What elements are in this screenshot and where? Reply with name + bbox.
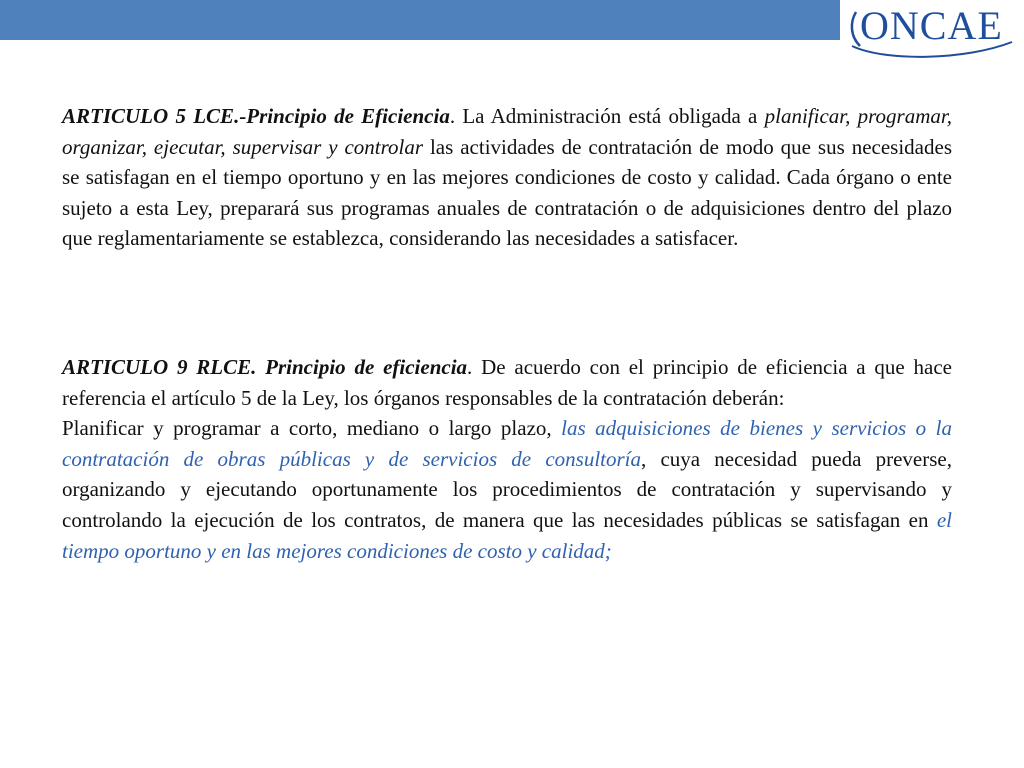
article-9-highlight-1: las adquisiciones de bienes y servicios o la contratación de obras públicas y de servicios de consultoría [62, 416, 952, 471]
article-5-body: las actividades de contratación de modo que sus necesidades se satisfagan en el tiempo oportuno y en las mejores condiciones de costo y calidad. Cada órgano o ente sujeto a esta Ley, preparará sus programas anuales de contratación o de adquisiciones dentro del plazo que reglamentariamente se establezca, considerando las necesidades a satisfacer. [62, 134, 952, 251]
article-9-second-block [62, 413, 952, 566]
article-9-first-line [62, 352, 952, 413]
article-9-intro: . De acuerdo con el principio de eficiencia a que hace referencia el artículo 5 de la Ley, los órganos responsables de la contratación deberán: [62, 355, 953, 410]
article-5-verbs: planificar, programar, organizar, ejecutar, supervisar y controlar [62, 104, 952, 159]
header-bar [0, 0, 840, 40]
oncae-logo [846, 2, 1016, 58]
article-9-title: ARTICULO 9 RLCE. Principio de eficiencia [62, 355, 468, 379]
article-5-intro: . La Administración está obligada a [449, 104, 765, 128]
logo-text: ONCAE [860, 3, 1003, 48]
article-9-highlight-2: el tiempo oportuno y en las mejores condiciones de costo y calidad; [62, 507, 952, 563]
article-9-middle: , cuya necesidad pueda preverse, organizando y ejecutando oportunamente los procedimientos de contratación y supervisando y controlando la ejecución de los contratos, de manera que las necesidades públicas se satisfagan en [62, 446, 952, 532]
article-5-paragraph [62, 101, 952, 254]
article-9-start: Planificar y programar a corto, mediano o largo plazo, [62, 416, 562, 441]
article-9-paragraph [62, 352, 952, 566]
article-5-title: ARTICULO 5 LCE.-Principio de Eficiencia [62, 104, 450, 128]
